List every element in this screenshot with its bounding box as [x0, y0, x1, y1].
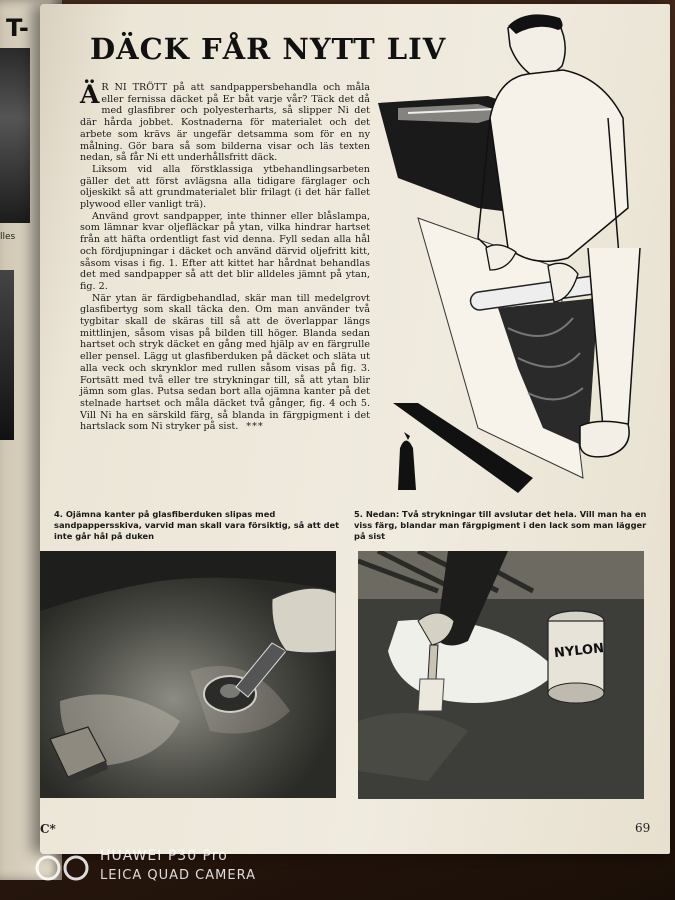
previous-page-title: T-: [6, 14, 29, 42]
end-mark: ***: [246, 421, 264, 433]
lead-text: R NI TRÖTT på att sandpappersbehandla och måla eller fernissa däcket på Er båt varje vår? Täck det då med glasfibrer och polyesterharts, så slipper Ni det där hårda jobbet. Kostnaderna för materialet och det arbete som krävs är ungefär detsamma som för en ny målning. Gör bara så som bilderna visar och läs texten nedan, så får Ni ett underhållsfritt däck.: [80, 82, 370, 164]
paragraph-4: [80, 293, 370, 433]
footer-mark: C*: [40, 822, 56, 836]
painting-brush-photo: [358, 551, 644, 799]
worker-laying-fiberglass-illustration: [358, 8, 658, 502]
figure-5-caption: 5. Nedan: Två strykningar till avslutar det hela. Vill man ha en viss färg, blandar man färgpigment i den lack som man lägger på sist: [354, 509, 647, 541]
drop-cap: Ä: [80, 80, 100, 109]
figure-4-caption: 4. Ojämna kanter på glasfiberduken slipas med sandpappersskiva, varvid man skall vara försiktig, så att det inte går hål på duken: [54, 509, 340, 541]
paragraph-2: Liksom vid alla förstklassiga ytbehandlingsarbeten gäller det att först avlägsna alla tidigare färglager och oljeskikt så att grundmaterialet blir frilagt (i det här fallet plywood eller vanligt trä).: [80, 163, 370, 211]
watermark-camera: LEICA QUAD CAMERA: [100, 868, 256, 883]
previous-page-photo-lower: [0, 270, 14, 440]
previous-page-photo: [0, 48, 30, 223]
page-number: 69: [635, 821, 651, 835]
camera-watermark: [34, 846, 294, 890]
paint-can-label: NYLON: [553, 641, 605, 662]
article-title: DÄCK FÅR NYTT LIV: [90, 32, 447, 66]
previous-page-caption: lles: [0, 232, 16, 242]
magazine-page: [40, 4, 670, 854]
lead-paragraph: [80, 82, 370, 164]
paragraph-4-text: När ytan är färdigbehandlad, skär man till medelgrovt glasfibertyg som skall täcka den. Om man använder två tygbitar skall de skäras till så att de överlappar längs mittlinjen, såsom visas på bilden till höger. Blanda sedan hartset och stryk däcket en gång med hjälp av en färgrulle eller pensel. Lägg ut glasfiberduken på däcket och släta ut alla veck och skrynklor med rullen såsom visas på fig. 3. Fortsätt med två eller tre strykningar till, så att ytan blir jämn som glas. Putsa sedan bort alla ojämna kanter på det stelnade hartset och måla däcket två gånger, fig. 4 och 5. Vill Ni ha en särskild färg, så blanda in färgpigment i det hartslack som Ni stryker på sist.: [80, 292, 370, 433]
sanding-disc-photo: [40, 551, 336, 798]
article-body: [80, 82, 370, 433]
watermark-model: HUAWEI P30 Pro: [100, 848, 228, 864]
paragraph-3: Använd grovt sandpapper, inte thinner eller blåslampa, som lämnar kvar oljefläckar på ytan, vilka hindrar hartset från att häfta ordentligt fast vid denna. Fyll sedan alla hål och fördjupningar i däcket och använd därvid oljefritt kitt, såsom visas i fig. 1. Efter att kittet har hårdnat behandlas det med sandpapper så att det blir alldeles jämnt på ytan, fig. 2.: [80, 210, 370, 292]
leica-logo-icon: [34, 854, 92, 882]
